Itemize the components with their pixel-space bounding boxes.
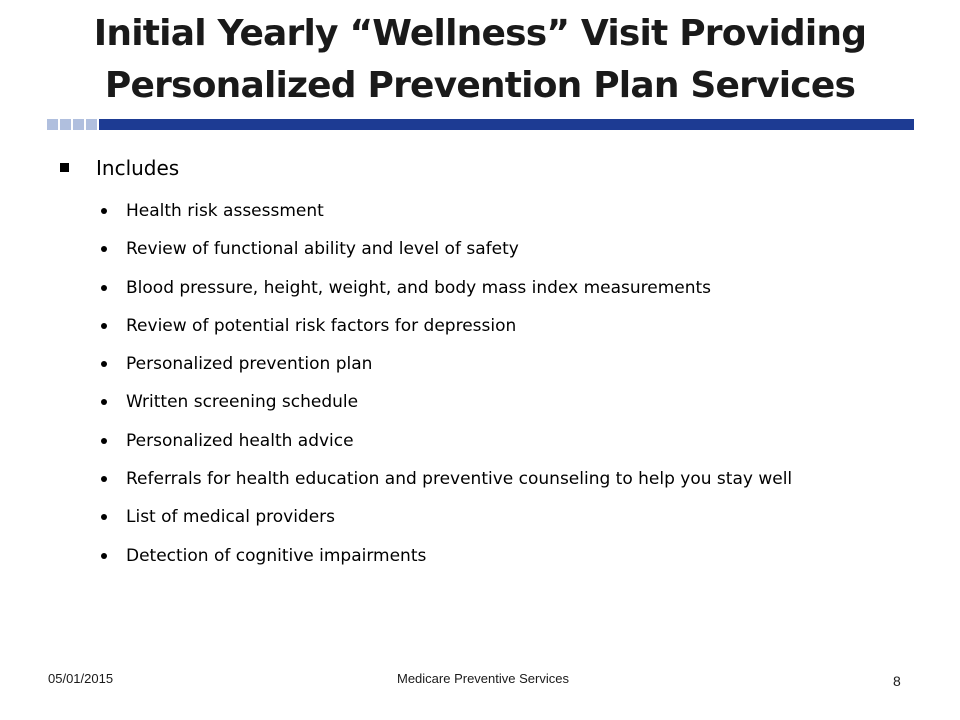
list-item-text: Review of functional ability and level of safety	[126, 239, 519, 260]
bullet-dot-icon	[101, 514, 107, 520]
bullet-dot-icon	[101, 285, 107, 291]
title-line-1: Initial Yearly “Wellness” Visit Providing	[93, 13, 867, 54]
list-item-text: Review of potential risk factors for depression	[126, 315, 517, 336]
list-item-text: Personalized health advice	[126, 430, 354, 451]
rule-block-1	[47, 119, 58, 130]
footer-presentation-name: Medicare Preventive Services	[397, 671, 569, 686]
list-item-text: List of medical providers	[126, 507, 336, 528]
bullet-dot-icon	[101, 399, 107, 405]
bullet-dot-icon	[101, 476, 107, 482]
bullet-dot-icon	[101, 208, 107, 214]
bullet-dot-icon	[101, 553, 107, 559]
rule-bar	[99, 119, 914, 130]
includes-heading: Includes	[96, 156, 180, 180]
list-item-text: Written screening schedule	[126, 392, 359, 413]
rule-block-4	[86, 119, 97, 130]
title-underline-rule	[47, 119, 914, 130]
slide-content	[60, 148, 940, 566]
list-item-text: Referrals for health education and preventive counseling to help you stay well	[126, 469, 793, 490]
bullet-dot-icon	[101, 246, 107, 252]
list-item-text: Detection of cognitive impairments	[126, 545, 427, 566]
footer-date: 05/01/2015	[48, 671, 114, 686]
square-bullet-icon	[60, 163, 69, 172]
bullet-dot-icon	[101, 438, 107, 444]
rule-block-2	[60, 119, 71, 130]
list-item-text: Personalized prevention plan	[126, 354, 373, 375]
rule-block-3	[73, 119, 84, 130]
bullet-dot-icon	[101, 361, 107, 367]
title-line-2: Personalized Prevention Plan Services	[104, 65, 856, 106]
includes-heading-row	[60, 148, 940, 188]
list-item-text: Blood pressure, height, weight, and body mass index measurements	[126, 277, 712, 298]
footer-page-number: 8	[893, 673, 901, 689]
bullet-dot-icon	[101, 323, 107, 329]
list-item-text: Health risk assessment	[126, 201, 324, 221]
slide-title	[40, 8, 920, 112]
